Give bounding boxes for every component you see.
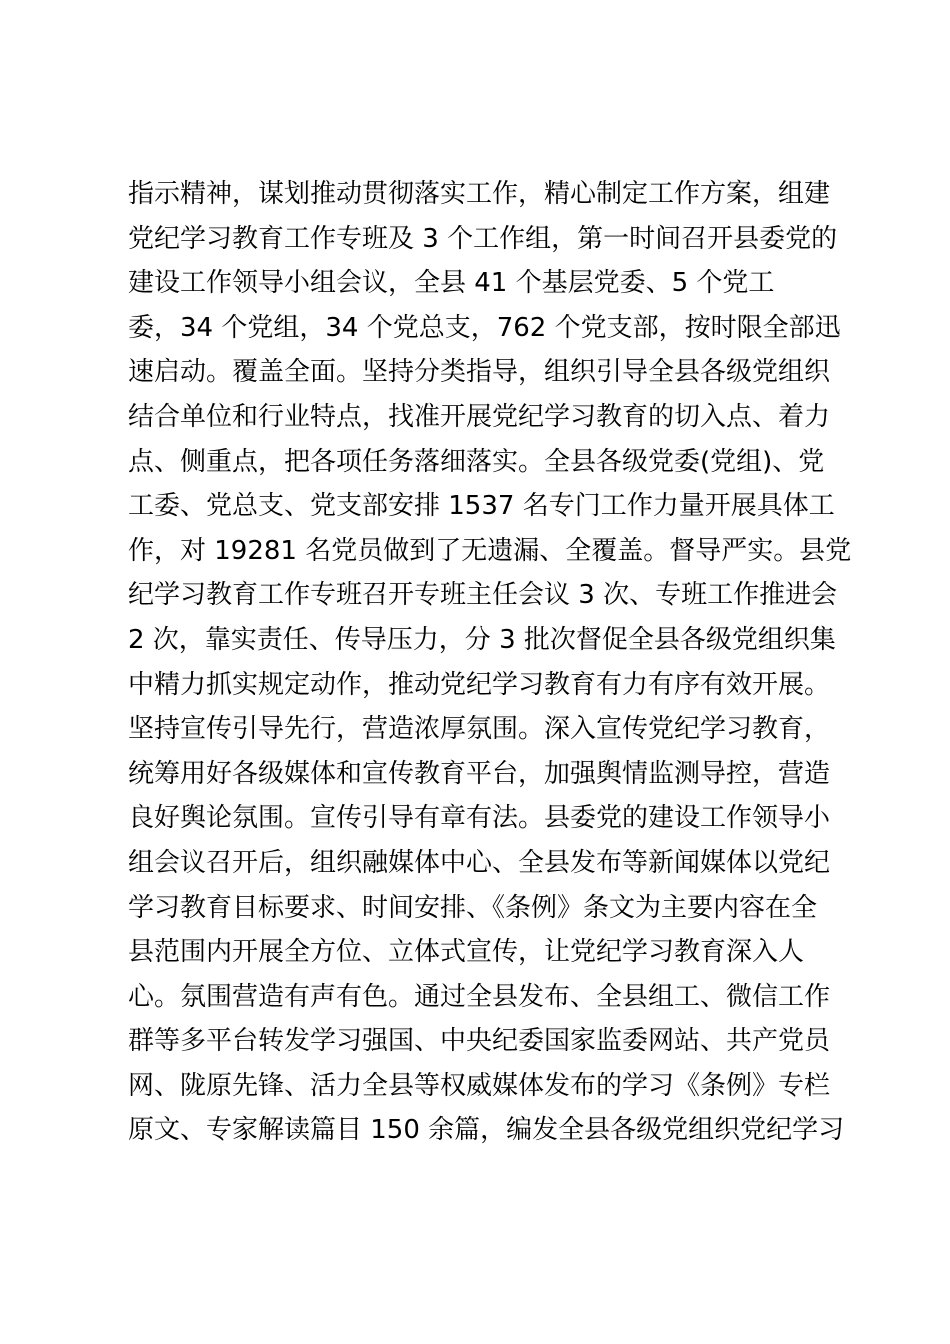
text-line: 原文、专家解读篇目 150 余篇，编发全县各级党组织党纪学习 [128, 1115, 845, 1146]
text-line: 县范围内开展全方位、立体式宣传，让党纪学习教育深入人 [128, 937, 805, 968]
text-line: 群等多平台转发学习强国、中央纪委国家监委网站、共产党员 [128, 1026, 831, 1057]
text-line: 统筹用好各级媒体和宣传教育平台，加强舆情监测导控，营造 [128, 758, 831, 789]
text-line: 工委、党总支、党支部安排 1537 名专门工作力量开展具体工 [128, 491, 835, 522]
text-line: 结合单位和行业特点，找准开展党纪学习教育的切入点、着力 [128, 401, 831, 432]
text-line: 良好舆论氛围。宣传引导有章有法。县委党的建设工作领导小 [128, 803, 831, 834]
text-line: 坚持宣传引导先行，营造浓厚氛围。深入宣传党纪学习教育， [128, 714, 831, 745]
text-line: 纪学习教育工作专班召开专班主任会议 3 次、专班工作推进会 [128, 580, 838, 611]
text-line: 指示精神，谋划推动贯彻落实工作，精心制定工作方案，组建 [128, 179, 831, 209]
text-line: 点、侧重点，把各项任务落细落实。全县各级党委(党组)、党 [128, 446, 825, 477]
text-line: 学习教育目标要求、时间安排、《条例》条文为主要内容在全 [128, 892, 818, 923]
text-line: 2 次，靠实责任、传导压力，分 3 批次督促全县各级党组织集 [128, 624, 836, 655]
text-line: 作，对 19281 名党员做到了无遗漏、全覆盖。督导严实。县党 [128, 535, 852, 566]
text-line: 委，34 个党组，34 个党总支，762 个党支部，按时限全部迅 [128, 312, 841, 343]
text-line: 建设工作领导小组会议，全县 41 个基层党委、5 个党工 [128, 268, 775, 299]
text-line: 中精力抓实规定动作，推动党纪学习教育有力有序有效开展。 [128, 669, 831, 700]
text-line: 心。氛围营造有声有色。通过全县发布、全县组工、微信工作 [128, 981, 831, 1012]
text-line: 网、陇原先锋、活力全县等权威媒体发布的学习《条例》专栏 [128, 1070, 831, 1101]
text-line: 速启动。覆盖全面。坚持分类指导，组织引导全县各级党组织 [128, 357, 831, 388]
text-line: 党纪学习教育工作专班及 3 个工作组，第一时间召开县委党的 [128, 223, 838, 254]
text-line: 组会议召开后，组织融媒体中心、全县发布等新闻媒体以党纪 [128, 847, 831, 878]
body-text [128, 172, 852, 1153]
